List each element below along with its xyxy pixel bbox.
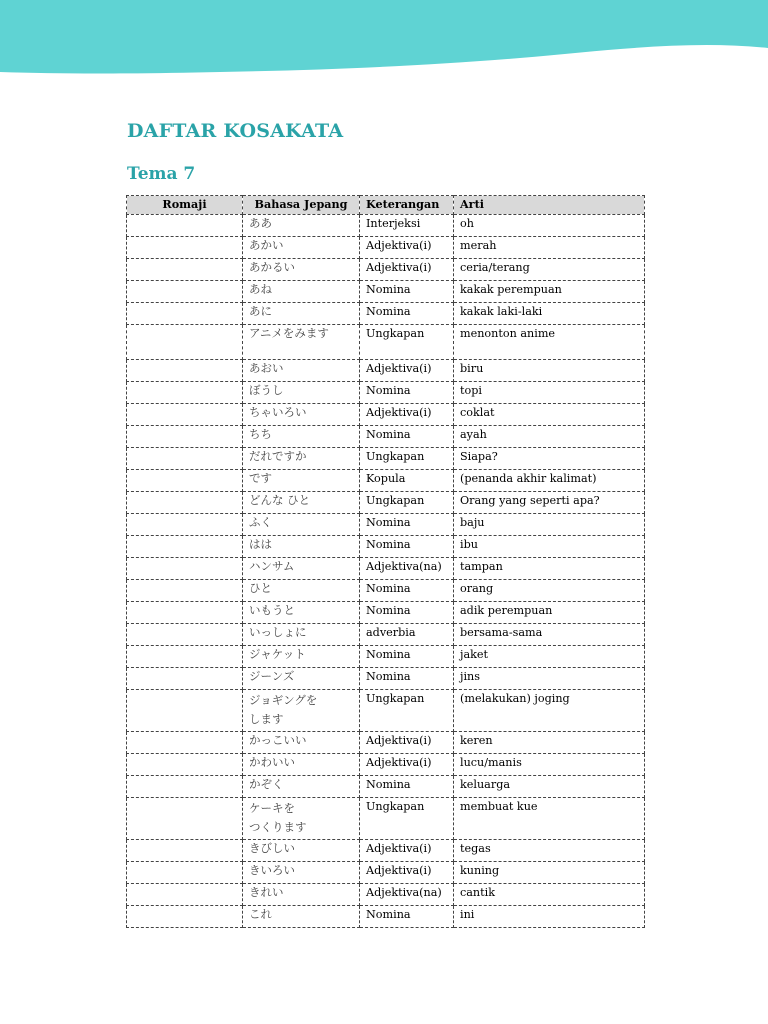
bahasa-jepang-cell: あね [243,281,360,303]
keterangan-cell: Adjektiva(na) [360,884,454,906]
keterangan-cell: Nomina [360,536,454,558]
romaji-cell [127,404,243,426]
bahasa-jepang-cell: どんな ひと [243,492,360,514]
table-row [127,360,645,382]
bahasa-jepang-cell: ちゃいろい [243,404,360,426]
bahasa-jepang-cell: いっしょに [243,624,360,646]
keterangan-cell: Nomina [360,646,454,668]
romaji-cell [127,732,243,754]
bahasa-jepang-cell: あに [243,303,360,325]
table-row [127,514,645,536]
romaji-cell [127,237,243,259]
table-row [127,776,645,798]
keterangan-cell: Nomina [360,906,454,928]
bahasa-jepang-cell: あおい [243,360,360,382]
arti-cell: orang [454,580,645,602]
romaji-cell [127,668,243,690]
table-row [127,624,645,646]
arti-cell: jins [454,668,645,690]
arti-cell: coklat [454,404,645,426]
table-row [127,237,645,259]
bahasa-jepang-cell: あかい [243,237,360,259]
bahasa-jepang-cell: ケーキを つくります [243,798,360,840]
arti-cell: menonton anime [454,325,645,360]
bahasa-jepang-cell: アニメをみます [243,325,360,360]
keterangan-cell: Nomina [360,281,454,303]
table-row [127,754,645,776]
table-row [127,404,645,426]
arti-cell: keluarga [454,776,645,798]
bahasa-jepang-cell: きれい [243,884,360,906]
keterangan-cell: Nomina [360,668,454,690]
arti-cell: kakak laki-laki [454,303,645,325]
arti-cell: merah [454,237,645,259]
table-row [127,303,645,325]
romaji-cell [127,382,243,404]
bahasa-jepang-cell: かわいい [243,754,360,776]
arti-cell: keren [454,732,645,754]
table-row [127,558,645,580]
romaji-cell [127,492,243,514]
romaji-cell [127,884,243,906]
bahasa-jepang-cell: ちち [243,426,360,448]
keterangan-cell: Adjektiva(i) [360,862,454,884]
romaji-cell [127,448,243,470]
keterangan-cell: Interjeksi [360,215,454,237]
header-wave [0,0,768,90]
header-romaji: Romaji [127,196,243,215]
keterangan-cell: Ungkapan [360,798,454,840]
bahasa-jepang-cell: かぞく [243,776,360,798]
romaji-cell [127,840,243,862]
romaji-cell [127,798,243,840]
arti-cell: Siapa? [454,448,645,470]
romaji-cell [127,281,243,303]
arti-cell: Orang yang seperti apa? [454,492,645,514]
keterangan-cell: Adjektiva(i) [360,754,454,776]
bahasa-jepang-cell: ああ [243,215,360,237]
keterangan-cell: Ungkapan [360,448,454,470]
table-row [127,281,645,303]
keterangan-cell: Nomina [360,382,454,404]
table-row [127,840,645,862]
romaji-cell [127,646,243,668]
keterangan-cell: adverbia [360,624,454,646]
arti-cell: kakak perempuan [454,281,645,303]
arti-cell: jaket [454,646,645,668]
keterangan-cell: Adjektiva(i) [360,840,454,862]
romaji-cell [127,325,243,360]
table-row [127,668,645,690]
bahasa-jepang-cell: ジーンズ [243,668,360,690]
keterangan-cell: Ungkapan [360,690,454,732]
table-row [127,259,645,281]
romaji-cell [127,215,243,237]
table-row [127,646,645,668]
keterangan-cell: Ungkapan [360,325,454,360]
table-row [127,492,645,514]
arti-cell: adik perempuan [454,602,645,624]
arti-cell: oh [454,215,645,237]
arti-cell: ceria/terang [454,259,645,281]
bahasa-jepang-cell: ハンサム [243,558,360,580]
arti-cell: kuning [454,862,645,884]
bahasa-jepang-cell: いもうと [243,602,360,624]
romaji-cell [127,906,243,928]
romaji-cell [127,558,243,580]
table-row [127,884,645,906]
bahasa-jepang-cell: あかるい [243,259,360,281]
arti-cell: lucu/manis [454,754,645,776]
arti-cell: biru [454,360,645,382]
table-body [127,215,645,928]
romaji-cell [127,514,243,536]
table-row [127,798,645,840]
arti-cell: cantik [454,884,645,906]
table-row [127,906,645,928]
romaji-cell [127,624,243,646]
header-keterangan: Keterangan [360,196,454,215]
header-arti: Arti [454,196,645,215]
arti-cell: (melakukan) joging [454,690,645,732]
arti-cell: bersama-sama [454,624,645,646]
arti-cell: (penanda akhir kalimat) [454,470,645,492]
bahasa-jepang-cell: かっこいい [243,732,360,754]
romaji-cell [127,580,243,602]
arti-cell: topi [454,382,645,404]
bahasa-jepang-cell: だれですか [243,448,360,470]
romaji-cell [127,776,243,798]
romaji-cell [127,754,243,776]
bahasa-jepang-cell: これ [243,906,360,928]
table-row [127,580,645,602]
table-row [127,325,645,360]
keterangan-cell: Nomina [360,514,454,536]
keterangan-cell: Adjektiva(i) [360,259,454,281]
keterangan-cell: Nomina [360,580,454,602]
romaji-cell [127,360,243,382]
section-title: Tema 7 [127,164,196,184]
table-row [127,382,645,404]
keterangan-cell: Adjektiva(i) [360,360,454,382]
bahasa-jepang-cell: きびしい [243,840,360,862]
table-row [127,690,645,732]
romaji-cell [127,690,243,732]
arti-cell: ibu [454,536,645,558]
bahasa-jepang-cell: ジョギングを します [243,690,360,732]
table-row [127,470,645,492]
arti-cell: ini [454,906,645,928]
keterangan-cell: Kopula [360,470,454,492]
header-bahasa-jepang: Bahasa Jepang [243,196,360,215]
bahasa-jepang-cell: ジャケット [243,646,360,668]
keterangan-cell: Adjektiva(na) [360,558,454,580]
table-row [127,215,645,237]
bahasa-jepang-cell: です [243,470,360,492]
keterangan-cell: Adjektiva(i) [360,404,454,426]
bahasa-jepang-cell: はは [243,536,360,558]
keterangan-cell: Nomina [360,602,454,624]
vocabulary-table [126,195,645,928]
keterangan-cell: Nomina [360,776,454,798]
romaji-cell [127,602,243,624]
keterangan-cell: Adjektiva(i) [360,732,454,754]
page-title: DAFTAR KOSAKATA [127,120,344,142]
bahasa-jepang-cell: ぼうし [243,382,360,404]
romaji-cell [127,536,243,558]
arti-cell: tegas [454,840,645,862]
bahasa-jepang-cell: ふく [243,514,360,536]
romaji-cell [127,862,243,884]
romaji-cell [127,470,243,492]
bahasa-jepang-cell: ひと [243,580,360,602]
bahasa-jepang-cell: きいろい [243,862,360,884]
table-row [127,448,645,470]
arti-cell: baju [454,514,645,536]
arti-cell: membuat kue [454,798,645,840]
arti-cell: ayah [454,426,645,448]
romaji-cell [127,259,243,281]
table-row [127,426,645,448]
table-header-row [127,196,645,215]
keterangan-cell: Nomina [360,303,454,325]
keterangan-cell: Adjektiva(i) [360,237,454,259]
table-row [127,732,645,754]
keterangan-cell: Nomina [360,426,454,448]
romaji-cell [127,426,243,448]
table-row [127,602,645,624]
table-row [127,536,645,558]
arti-cell: tampan [454,558,645,580]
keterangan-cell: Ungkapan [360,492,454,514]
table-row [127,862,645,884]
romaji-cell [127,303,243,325]
